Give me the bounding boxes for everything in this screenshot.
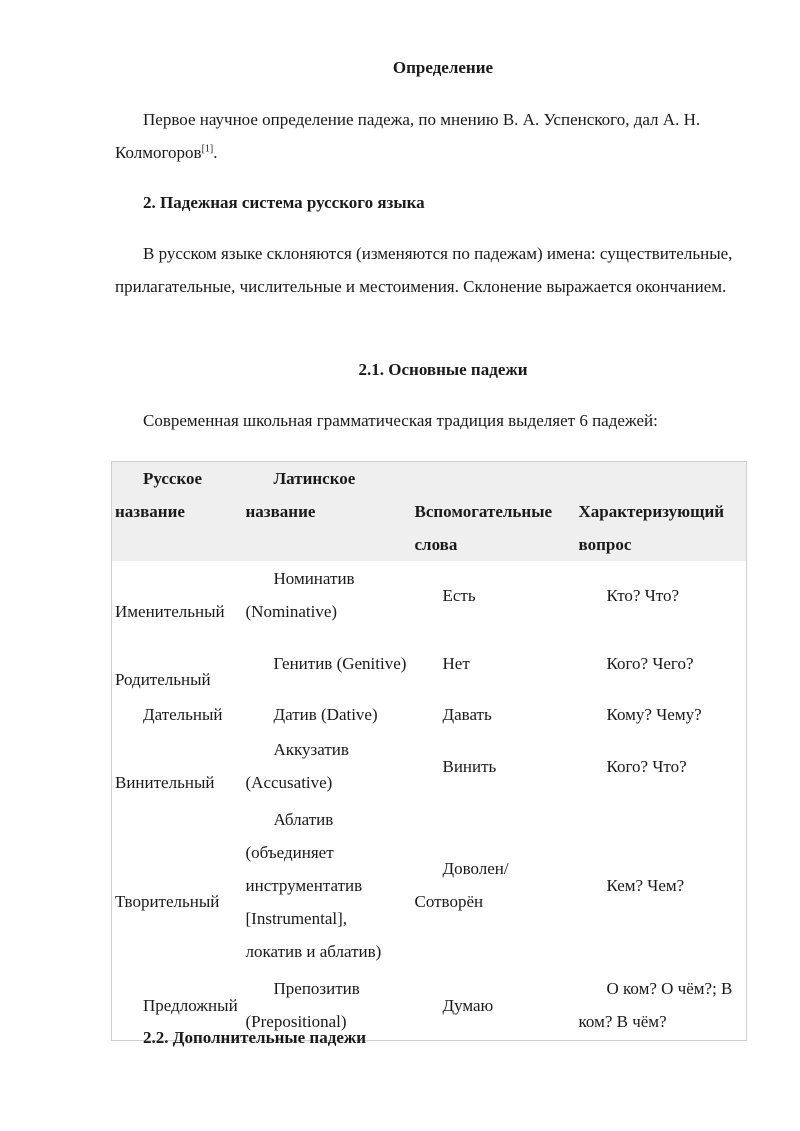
cell-latin-name: Аблатив (объединяет инструментатив [Instrumental], локатив и аблатив): [245, 809, 382, 961]
table-row: [112, 629, 747, 697]
table-header-row: [112, 462, 747, 562]
cell-latin-name: Генитив (Genitive): [273, 653, 407, 673]
heading-section-2-1: 2.1. Основные падежи: [358, 360, 528, 379]
cell-question: Кто? Что?: [606, 585, 679, 605]
cell-helper-word: Есть: [442, 585, 476, 605]
heading-section-2-2: 2.2. Дополнительные падежи: [143, 1028, 366, 1047]
table-row: [112, 697, 747, 732]
cell-question: Кого? Чего?: [606, 653, 694, 673]
cell-helper-word: Нет: [442, 653, 470, 673]
table-row: [112, 732, 747, 800]
footnote-ref-1[interactable]: [1]: [201, 143, 214, 155]
header-latin-name: Латинское название: [243, 462, 412, 562]
cell-russian-name: Родительный: [115, 670, 211, 689]
cell-helper-word: Винить: [442, 756, 497, 776]
cell-helper-word: Давать: [442, 705, 492, 724]
header-helper-words: Вспомогательные слова: [412, 462, 576, 562]
cell-question: Кем? Чем?: [606, 875, 685, 895]
cell-latin-name: Препозитив (Prepositional): [245, 979, 360, 1031]
paragraph-declension: В русском языке склоняются (изменяются по падежам) имена: существительные, прилагательные, числительные и местоимения. Склонение выражается окончанием.: [115, 244, 733, 296]
cases-table: [111, 461, 747, 1041]
cell-question: О ком? О чём?; В ком? В чём?: [578, 979, 733, 1031]
cell-latin-name: Датив (Dative): [273, 705, 378, 724]
cell-russian-name: Предложный: [143, 995, 238, 1015]
heading-definition: Определение: [392, 58, 494, 77]
table-row: [112, 800, 747, 970]
paragraph-text: Первое научное определение падежа, по мнению В. А. Успенского, дал А. Н. Колмогоров: [115, 110, 701, 162]
table-row: [112, 561, 747, 629]
header-question: Характеризующий вопрос: [576, 462, 747, 562]
cell-latin-name: Аккузатив (Accusative): [245, 740, 349, 792]
paragraph-kolmogorov: [115, 103, 725, 169]
cell-russian-name: Именительный: [115, 602, 225, 621]
cell-latin-name: Номинатив (Nominative): [245, 569, 355, 621]
cell-helper-word: Доволен/ Сотворён: [414, 859, 509, 911]
paragraph-end: .: [213, 143, 218, 162]
cell-helper-word: Думаю: [442, 995, 494, 1015]
heading-section-2: 2. Падежная система русского языка: [143, 193, 425, 212]
cell-russian-name: Дательный: [143, 705, 223, 724]
cell-question: Кому? Чему?: [606, 705, 702, 724]
cell-russian-name: Творительный: [115, 892, 220, 911]
cell-question: Кого? Что?: [606, 756, 687, 776]
header-russian-name: Русское название: [112, 462, 243, 562]
cell-russian-name: Винительный: [115, 773, 215, 792]
paragraph-six-cases: Современная школьная грамматическая традиция выделяет 6 падежей:: [143, 411, 658, 430]
